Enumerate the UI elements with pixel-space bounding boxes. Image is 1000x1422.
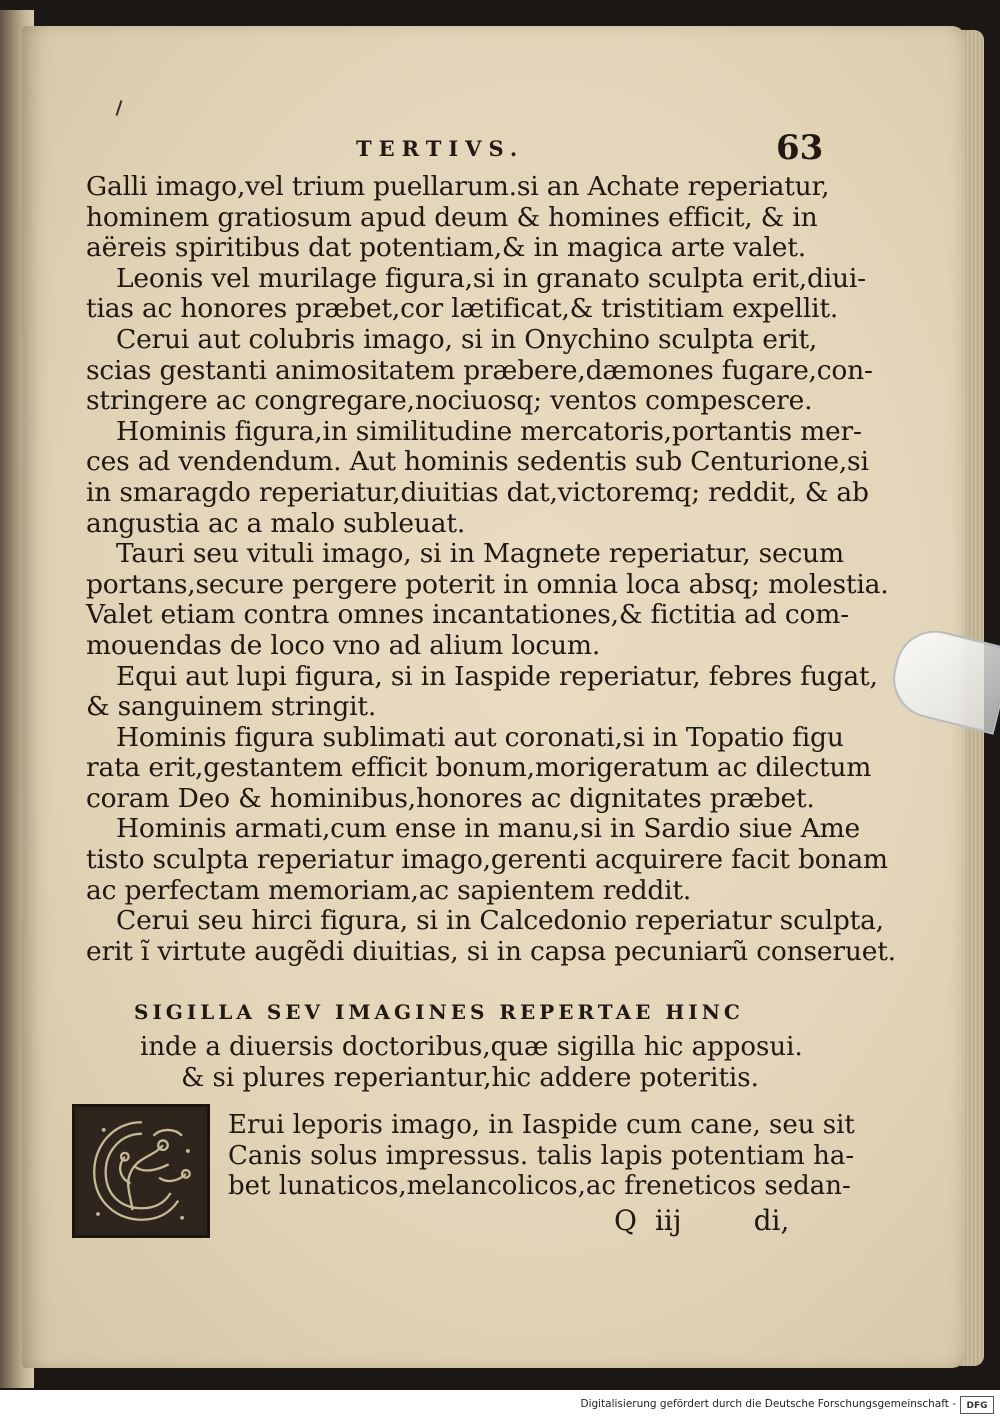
text-line: aëreis spiritibus dat potentiam,& in magica arte valet. — [86, 232, 806, 264]
text-line: Cerui seu hirci figura, si in Calcedonio reperiatur sculpta, — [116, 905, 884, 937]
page-number: 63 — [776, 128, 824, 168]
text-line: Hominis figura sublimati aut coronati,si in Topatio figu — [116, 721, 844, 753]
text-line: Hominis armati,cum ense in manu,si in Sardio siue Ame — [116, 813, 861, 845]
text-line: & sanguinem stringit. — [86, 691, 377, 723]
final-paragraph-line: Erui leporis imago, in Iaspide cum cane, seu sit — [228, 1110, 855, 1140]
text-line: rata erit,gestantem efficit bonum,morigeratum ac dilectum — [86, 752, 872, 784]
ornament-icon — [75, 1107, 207, 1235]
text-line: coram Deo & hominibus,honores ac dignitates præbet. — [86, 782, 815, 814]
text-line: in smaragdo reperiatur,diuitias dat,victoremq; reddit, & ab — [86, 476, 869, 508]
text-line: Valet etiam contra omnes incantationes,& fictitia ad com- — [86, 599, 849, 631]
section-subtext — [140, 1032, 803, 1093]
text-line: Equi aut lupi figura, si in Iaspide reperiatur, febres fugat, — [116, 660, 878, 692]
dfg-logo-icon: DFG — [960, 1396, 994, 1414]
final-paragraph — [228, 1110, 855, 1202]
subtext-line: inde a diuersis doctoribus,quæ sigilla hic apposui. — [140, 1032, 803, 1062]
text-line: mouendas de loco vno ad alium locum. — [86, 629, 601, 661]
signature-number: iij — [654, 1204, 682, 1237]
text-line: Galli imago,vel trium puellarum.si an Achate reperiatur, — [86, 171, 830, 202]
text-line: ces ad vendendum. Aut hominis sedentis sub Centurione,si — [86, 446, 869, 478]
footer-bar — [0, 1390, 1000, 1422]
text-line: stringere ac congregare,nociuosq; ventos compescere. — [86, 385, 813, 417]
final-paragraph-line: Canis solus impressus. talis lapis potentiam ha- — [228, 1140, 855, 1171]
text-line: Hominis figura,in similitudine mercatoris,portantis mer- — [116, 415, 862, 447]
section-heading: SIGILLA SEV IMAGINES REPERTAE HINC — [134, 1000, 744, 1024]
text-line: Cerui aut colubris imago, si in Onychino sculpta erit, — [116, 323, 818, 355]
running-title: TERTIVS. — [356, 136, 525, 161]
footer-credit: Digitalisierung gefördert durch die Deutsche Forschungsgemeinschaft - — [580, 1398, 956, 1410]
catchword: di, — [753, 1204, 790, 1237]
text-line: Leonis vel murilage figura,si in granato sculpta erit,diui- — [116, 262, 866, 294]
catchword-line — [614, 1204, 789, 1237]
text-line: Tauri seu vituli imago, si in Magnete reperiatur, secum — [116, 538, 844, 570]
signature-mark: Q — [614, 1204, 637, 1237]
decorated-initial-letter — [72, 1104, 210, 1238]
main-text-block — [86, 171, 896, 967]
text-line: angustia ac a malo subleuat. — [86, 507, 466, 539]
text-line: tisto sculpta reperiatur imago,gerenti acquirere facit bonam — [86, 844, 888, 876]
final-paragraph-line: bet lunaticos,melancolicos,ac freneticos sedan- — [228, 1171, 851, 1202]
text-line: tias ac honores præbet,cor lætificat,& tristitiam expellit. — [86, 293, 839, 325]
text-line: hominem gratiosum apud deum & homines efficit, & in — [86, 201, 818, 233]
text-line: erit ĩ virtute augẽdi diuitias, si in capsa pecuniarũ conseruet. — [86, 935, 896, 967]
text-line: portans,secure pergere poterit in omnia loca absq; molestia. — [86, 568, 889, 600]
text-line: ac perfectam memoriam,ac sapientem reddit. — [86, 874, 692, 906]
text-line: scias gestanti animositatem præbere,dæmones fugare,con- — [86, 354, 873, 386]
subtext-line: & si plures reperiantur,hic addere poteritis. — [181, 1062, 759, 1093]
